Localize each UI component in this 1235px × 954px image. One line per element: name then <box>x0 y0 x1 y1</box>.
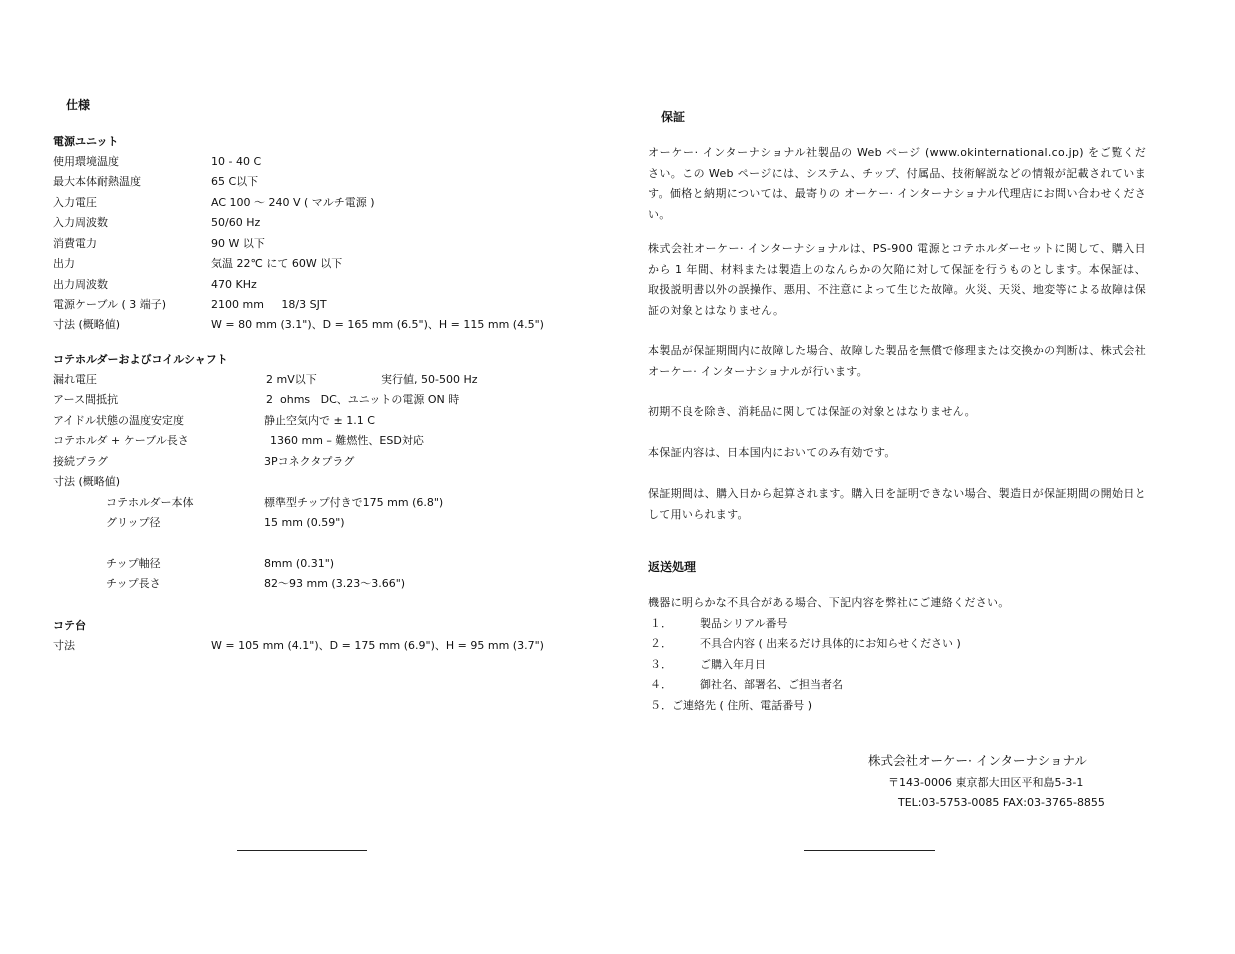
dim-value: 8mm (0.31") <box>264 557 335 570</box>
company-name: 株式会社オーケー· インターナショナル <box>868 753 1087 768</box>
footer-rule-left <box>237 850 367 851</box>
spec-value: 50/60 Hz <box>211 216 261 229</box>
spec-value: 65 C以下 <box>211 175 259 188</box>
spec-label: 最大本体耐熱温度 <box>53 175 141 188</box>
warranty-paragraph: 本製品が保証期間内に故障した場合、故障した製品を無償で修理または交換かの判断は、株式会社オーケー· インターナショナルが行います。 <box>648 344 1146 378</box>
dim-value: 15 mm (0.59") <box>264 516 345 529</box>
returns-item-num: ２． <box>650 637 672 650</box>
returns-item-text: 御社名、部署名、ご担当者名 <box>700 678 843 691</box>
company-contact: TEL:03-5753-0085 FAX:03-3765-8855 <box>898 796 1105 809</box>
spec-value: 静止空気内で ± 1.1 C <box>264 414 375 427</box>
returns-title: 返送処理 <box>648 560 697 574</box>
spec-label: 寸法 (概略値) <box>53 475 121 488</box>
spec-label: 入力電圧 <box>53 196 97 209</box>
dim-label: コテホルダー本体 <box>106 496 194 509</box>
spec-value: AC 100 ～ 240 V ( マルチ電源 ) <box>211 196 375 209</box>
returns-item-text: 不具合内容 ( 出来るだけ具体的にお知らせください ) <box>700 637 961 650</box>
returns-item-text: ご購入年月日 <box>700 658 766 671</box>
spec-label: 出力周波数 <box>53 278 108 291</box>
spec-value: 2 ohms DC、ユニットの電源 ON 時 <box>266 393 460 406</box>
spec-value: 1360 mm – 難燃性、ESD対応 <box>270 434 424 447</box>
stand-heading: コテ台 <box>53 619 86 632</box>
warranty-paragraph: オーケー· インターナショナル社製品の Web ページ (www.okinternational.co.jp) をご覧ください。この Web ページには、システム、チップ、付属品、技術解説などの情報が記載されています。価格と納期については、最寄りの オーケー· インターナショナル代理店にお問い合わせください。 <box>648 146 1146 221</box>
spec-label: 消費電力 <box>53 237 97 250</box>
warranty-paragraph: 本保証内容は、日本国内においてのみ有効です。 <box>648 446 896 459</box>
spec-value: W = 80 mm (3.1")、D = 165 mm (6.5")、H = 115 mm (4.5") <box>211 318 544 331</box>
warranty-paragraph: 保証期間は、購入日から起算されます。購入日を証明できない場合、製造日が保証期間の開始日として用いられます。 <box>648 487 1146 521</box>
iron-holder-heading: コテホルダーおよびコイルシャフト <box>53 353 228 366</box>
spec-value: 10 - 40 C <box>211 155 262 168</box>
spec-value: 90 W 以下 <box>211 237 265 250</box>
spec-label: 寸法 (概略値) <box>53 318 121 331</box>
warranty-paragraph: 初期不良を除き、消耗品に関しては保証の対象とはなりません。 <box>648 405 976 418</box>
power-unit-heading: 電源ユニット <box>53 135 119 148</box>
spec-value: 気温 22℃ にて 60W 以下 <box>211 257 343 270</box>
spec-title: 仕様 <box>66 98 91 112</box>
spec-value: W = 105 mm (4.1")、D = 175 mm (6.9")、H = 95 mm (3.7") <box>211 639 544 652</box>
dim-value: 82～93 mm (3.23～3.66") <box>264 577 406 590</box>
spec-label: 電源ケーブル ( 3 端子) <box>53 298 167 311</box>
returns-item-text: 製品シリアル番号 <box>700 617 788 630</box>
spec-label: 使用環境温度 <box>53 155 119 168</box>
spec-label: 寸法 <box>53 639 75 652</box>
dim-label: グリップ径 <box>106 516 161 529</box>
spec-label: コテホルダ + ケーブル長さ <box>53 434 189 447</box>
returns-item-5: ５．ご連絡先 ( 住所、電話番号 ) <box>650 699 813 712</box>
returns-item-num: ４． <box>650 678 672 691</box>
returns-item-num: １． <box>650 617 672 630</box>
footer-rule-right <box>804 850 935 851</box>
spec-label: アイドル状態の温度安定度 <box>53 414 185 427</box>
spec-label: 接続プラグ <box>53 455 108 468</box>
returns-item-num: ３． <box>650 658 672 671</box>
dim-label: チップ長さ <box>106 577 161 590</box>
dim-label: チップ軸径 <box>106 557 161 570</box>
returns-intro: 機器に明らかな不具合がある場合、下記内容を弊社にご連絡ください。 <box>648 596 1010 609</box>
spec-label: 出力 <box>53 257 75 270</box>
spec-value: 470 KHz <box>211 278 257 291</box>
warranty-title: 保証 <box>661 110 686 124</box>
spec-label: 入力周波数 <box>53 216 108 229</box>
warranty-paragraph: 株式会社オーケー· インターナショナルは、PS-900 電源とコテホルダーセットに関して、購入日から 1 年間、材料または製造上のなんらかの欠陥に対して保証を行うものとします。本保証は、取扱説明書以外の誤操作、悪用、不注意によって生じた故障。火災、天災、地変等による故障は保証の対象とはなりません。 <box>648 242 1146 317</box>
dim-value: 標準型チップ付きで175 mm (6.8") <box>264 496 444 509</box>
company-address: 〒143-0006 東京都大田区平和島5-3-1 <box>888 776 1084 789</box>
spec-extra: 実行値, 50-500 Hz <box>381 373 478 386</box>
spec-value: 3Pコネクタプラグ <box>264 455 355 468</box>
spec-value: 2100 mm 18/3 SJT <box>211 298 327 311</box>
spec-label: アース間抵抗 <box>53 393 119 406</box>
spec-label: 漏れ電圧 <box>53 373 97 386</box>
spec-value: 2 mV以下 <box>266 373 317 386</box>
